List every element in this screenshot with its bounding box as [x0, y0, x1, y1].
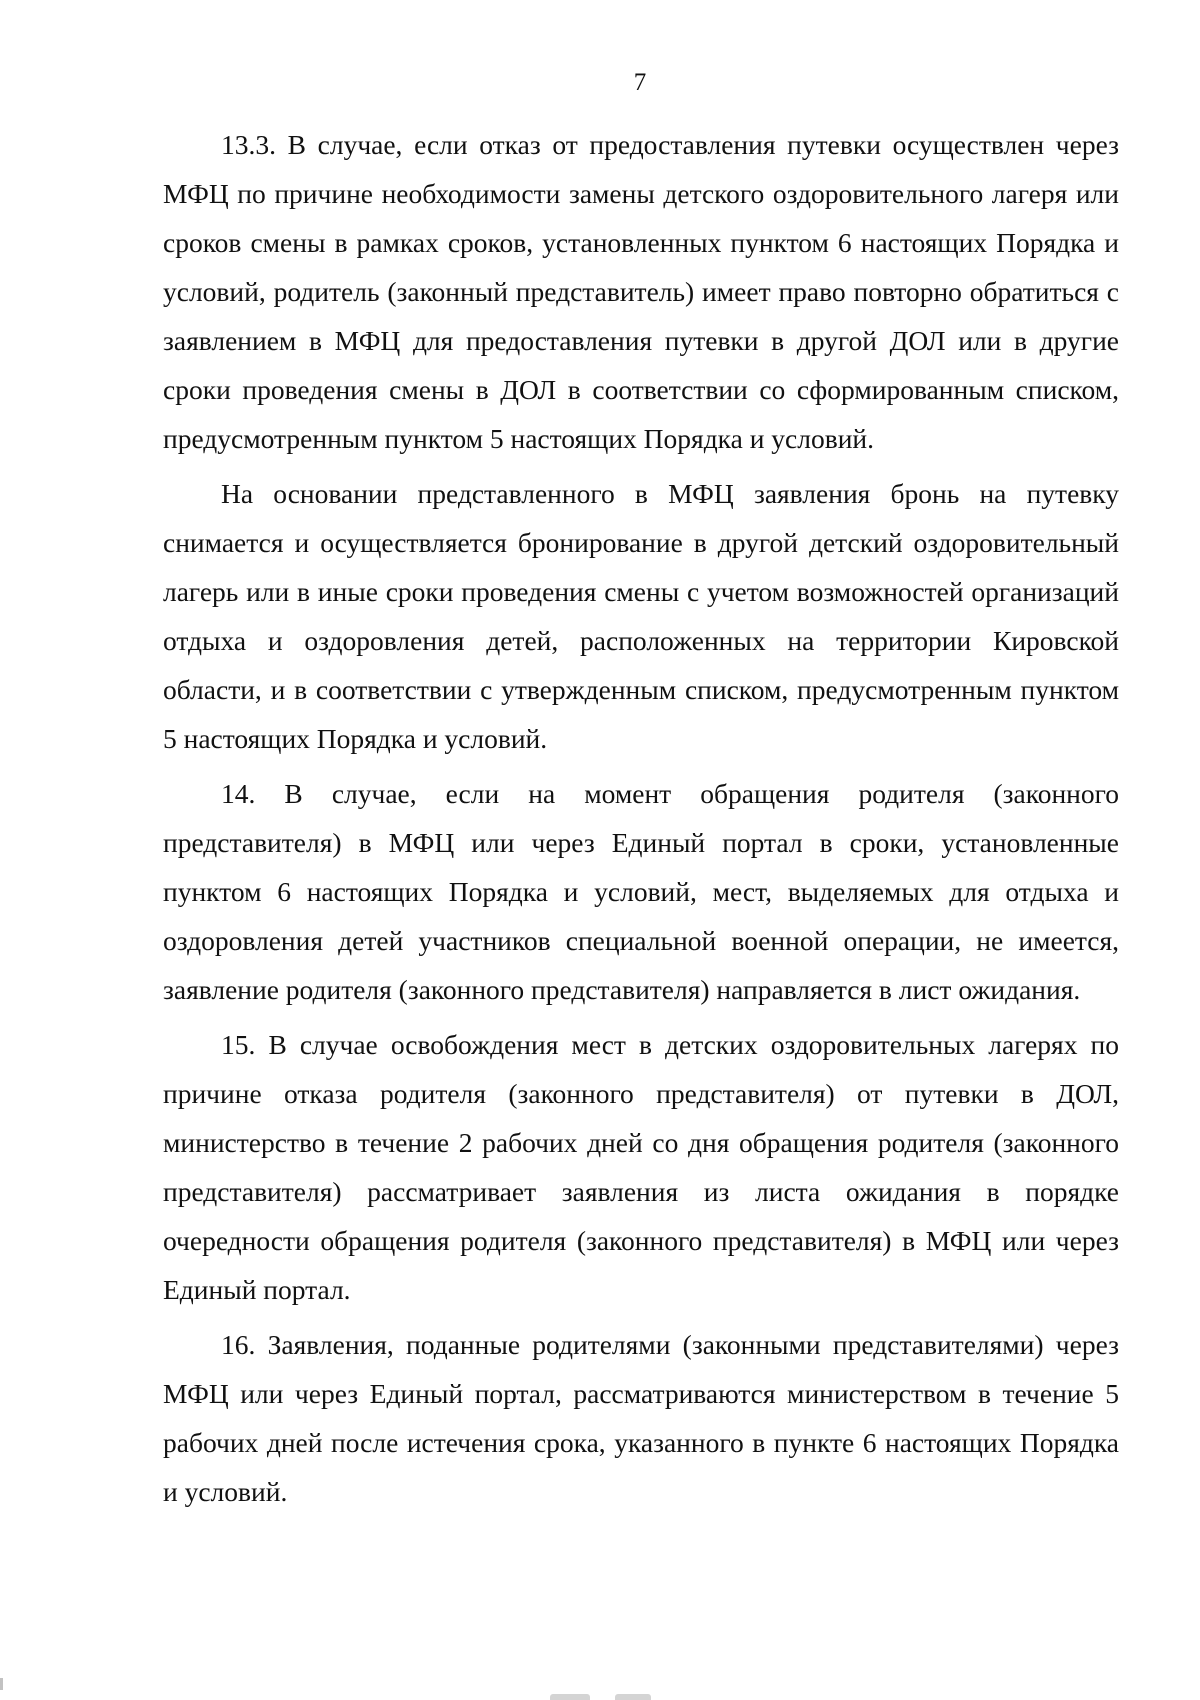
- scan-edge-artifact: [0, 1678, 3, 1690]
- scan-artifact: [520, 1680, 680, 1700]
- paragraph-15: 15. В случае освобождения мест в детских оздоровительных лагерях по причине отказа родителя (законного представителя) от путевки в ДОЛ, министерство в течение 2 рабочих дней со дня обращения родителя (законного представителя) рассматривает заявления из листа ожидания в порядке очередности обращения родителя (законного представителя) в МФЦ или через Единый портал.: [163, 1029, 1119, 1305]
- paragraph-13-3: 13.3. В случае, если отказ от предоставления путевки осуществлен через МФЦ по причине необходимости замены детского оздоровительного лагеря или сроков смены в рамках сроков, установленных пунктом 6 настоящих Порядка и условий, родитель (законный представитель) имеет право повторно обратиться с заявлением в МФЦ для предоставления путевки в другой ДОЛ или в другие сроки проведения смены в ДОЛ в соответствии со сформированным списком, предусмотренным пунктом 5 настоящих Порядка и условий.: [163, 129, 1119, 454]
- paragraph-16: 16. Заявления, поданные родителями (законными представителями) через МФЦ или через Единый портал, рассматриваются министерством в течение 5 рабочих дней после истечения срока, указанного в пункте 6 настоящих Порядка и условий.: [163, 1329, 1119, 1507]
- paragraph-13-3-continued: На основании представленного в МФЦ заявления бронь на путевку снимается и осуществляется бронирование в другой детский оздоровительный лагерь или в иные сроки проведения смены с учетом возможностей организаций отдыха и оздоровления детей, расположенных на территории Кировской области, и в соответствии с утвержденным списком, предусмотренным пунктом 5 настоящих Порядка и условий.: [163, 478, 1119, 754]
- paragraph-14: 14. В случае, если на момент обращения родителя (законного представителя) в МФЦ или через Единый портал в сроки, установленные пунктом 6 настоящих Порядка и условий, мест, выделяемых для отдыха и оздоровления детей участников специальной военной операции, не имеется, заявление родителя (законного представителя) направляется в лист ожидания.: [163, 778, 1119, 1005]
- page-number: 7: [633, 69, 647, 96]
- document-body: [163, 120, 1119, 1522]
